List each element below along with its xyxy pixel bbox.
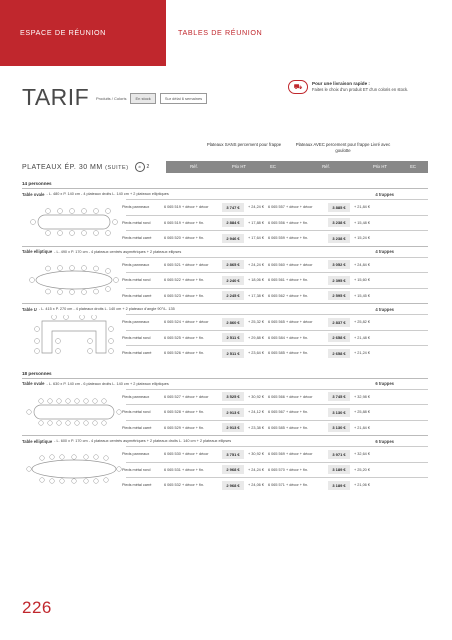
cell-pied: Pieds panneaux: [122, 262, 150, 267]
page-header: [0, 0, 452, 66]
cell-pied: Pieds panneaux: [122, 452, 150, 457]
cell-price: 2 946 €: [222, 234, 244, 243]
cell-ref: 6 065 528 + décor + fin.: [164, 410, 205, 415]
cell-eco: + 17,64 €: [248, 236, 264, 241]
cell-eco2: + 32,64 €: [354, 452, 370, 457]
cell-ref2: 6 065 566 + décor + décor: [268, 394, 313, 399]
plateaux-heading: [22, 161, 149, 173]
cell-pied: Pieds métal carré: [122, 293, 152, 298]
eco-label-icon: ♻: [135, 162, 145, 172]
cell-price2: 3 885 €: [328, 203, 350, 212]
cell-ref: 6 065 520 + décor + fin.: [164, 236, 205, 241]
table-row: [122, 345, 428, 361]
cell-eco: + 23,38 €: [248, 425, 264, 430]
cell-eco: + 24,12 €: [248, 410, 264, 415]
fast-delivery-note: [288, 80, 408, 94]
cell-pied: Pieds métal rond: [122, 467, 151, 472]
table-group: [22, 257, 428, 304]
fast-delivery-title: Pour une livraison rapide :: [312, 81, 370, 86]
cell-pied: Pieds métal rond: [122, 220, 151, 225]
cell-price: 2 865 €: [222, 260, 244, 269]
column-header-bar: [166, 161, 428, 173]
table-row: [122, 288, 428, 304]
cell-pied: Pieds métal rond: [122, 410, 151, 415]
cell-eco: + 25,32 €: [248, 320, 264, 325]
table-row: [122, 389, 428, 405]
cell-pied: Pieds panneaux: [122, 394, 150, 399]
section-title: 18 personnes: [22, 370, 52, 376]
table-row: [122, 257, 428, 273]
subsection-title: TABLES DE RÉUNION: [178, 28, 263, 37]
cell-price2: 3 052 €: [328, 260, 350, 269]
cell-price: 2 511 €: [222, 333, 244, 342]
cell-ref: 6 065 526 + décor + fin.: [164, 351, 205, 356]
cell-eco: + 24,06 €: [248, 483, 264, 488]
cell-ref2: 6 065 584 + décor + fin.: [268, 335, 309, 340]
section-title: 14 personnes: [22, 181, 52, 186]
cell-price: 2 913 €: [222, 408, 244, 417]
cell-eco: + 23,64 €: [248, 351, 264, 356]
availability-legend: [96, 93, 211, 104]
cell-price2: 3 238 €: [328, 234, 350, 243]
cell-eco: + 24,24 €: [248, 205, 264, 210]
cell-price: 3 751 €: [222, 450, 244, 459]
col-eco-2: EC: [410, 164, 416, 169]
cell-eco: + 30,92 €: [248, 452, 264, 457]
table-row: [122, 420, 428, 436]
cell-eco2: + 21,84 €: [354, 425, 370, 430]
table-group: [22, 199, 428, 246]
cell-price: 2 860 €: [222, 318, 244, 327]
cell-pied: Pieds métal carré: [122, 351, 152, 356]
table-row: [122, 404, 428, 420]
plateaux-suite: (SUITE): [105, 164, 129, 171]
cell-eco: + 30,92 €: [248, 394, 264, 399]
group-head: Table ovale - L. 480 x P. 140 cm - 4 plateaux droits L. 140 cm + 2 plateaux elliptiques 4 trappes: [22, 188, 428, 199]
table-ellipse-18-diagram: [22, 446, 126, 493]
table-group: [22, 389, 428, 436]
cell-price2: 2 658 €: [328, 333, 350, 342]
group-head: Table U - L. 415 x P. 270 cm - 4 plateaux droits L. 140 cm + 2 plateaux d'angle 90°/L. 135 4 trappes: [22, 303, 428, 314]
cell-price2: 3 130 €: [328, 423, 350, 432]
cell-price2: 2 837 €: [328, 318, 350, 327]
cell-ref2: 6 065 557 + décor + décor: [268, 205, 313, 210]
cell-ref: 6 065 530 + décor + décor: [164, 452, 209, 457]
cell-ref2: 6 065 562 + décor + fin.: [268, 293, 309, 298]
cell-pied: Pieds métal carré: [122, 425, 152, 430]
column-head-avec: Plateaux AVEC percement pour frappe Livré avec goulotte: [295, 142, 391, 153]
col-ref-2: Réf.: [322, 164, 330, 169]
col-ref: Réf.: [190, 164, 198, 169]
legend-stock-badge: En stock: [130, 93, 155, 104]
group-head: Table elliptique - L. 490 x P. 170 cm - 4 plateaux centrés asymétriques + 2 plateaux ellipses 4 trappes: [22, 246, 428, 257]
cell-price2: 2 658 €: [328, 349, 350, 358]
cell-ref2: 6 065 567 + décor + fin.: [268, 410, 309, 415]
cell-pied: Pieds panneaux: [122, 205, 150, 210]
cell-price: 3 525 €: [222, 392, 244, 401]
cell-ref2: 6 065 571 + décor + fin.: [268, 483, 309, 488]
cell-pied: Pieds panneaux: [122, 320, 150, 325]
cell-ref: 6 065 519 + décor + décor: [164, 205, 209, 210]
cell-ref2: 6 065 556 + décor + fin.: [268, 220, 309, 225]
table-group: [22, 446, 428, 493]
table-ellipse-diagram: [22, 257, 126, 304]
cell-ref: 6 065 523 + décor + fin.: [164, 293, 205, 298]
cell-price: 2 968 €: [222, 481, 244, 490]
group-head: Table elliptique - L. 600 x P. 170 cm - 4 plateaux centrés asymétriques + 2 plateaux droits L. 140 cm + 2 plateaux ellipses 6 trappes: [22, 435, 428, 446]
cell-price2: 3 238 €: [328, 218, 350, 227]
cell-eco2: + 24,84 €: [354, 262, 370, 267]
cell-eco2: + 32,98 €: [354, 394, 370, 399]
cell-ref2: 6 065 585 + décor + fin.: [268, 351, 309, 356]
cell-price2: 3 130 €: [328, 408, 350, 417]
truck-icon: ⛟: [288, 80, 308, 94]
cell-price: 2 968 €: [222, 465, 244, 474]
cell-price2: 3 189 €: [328, 465, 350, 474]
cell-eco2: + 25,20 €: [354, 467, 370, 472]
table-row: [122, 330, 428, 346]
cell-price: 2 884 €: [222, 218, 244, 227]
cell-ref2: 6 065 570 + décor + fin.: [268, 467, 309, 472]
table-row: [122, 314, 428, 330]
cell-eco2: + 15,60 €: [354, 278, 370, 283]
cell-eco: + 24,24 €: [248, 467, 264, 472]
section-banner: ESPACE DE RÉUNION: [0, 0, 166, 66]
cell-price2: 2 595 €: [328, 291, 350, 300]
cell-price2: 2 395 €: [328, 276, 350, 285]
table-row: [122, 199, 428, 215]
page-number: 226: [22, 598, 52, 617]
cell-price: 2 511 €: [222, 349, 244, 358]
column-head-sans: Plateaux SANS percement pour frappe: [206, 142, 282, 147]
cell-price2: 3 971 €: [328, 450, 350, 459]
cell-eco: + 17,38 €: [248, 293, 264, 298]
cell-pied: Pieds métal rond: [122, 335, 151, 340]
page-title: TARIF: [22, 84, 90, 110]
cell-eco: + 24,24 €: [248, 262, 264, 267]
cell-pied: Pieds métal carré: [122, 236, 152, 241]
cell-price: 2 913 €: [222, 423, 244, 432]
cell-eco2: + 21,24 €: [354, 351, 370, 356]
cell-ref: 6 065 522 + décor + fin.: [164, 278, 205, 283]
cell-price2: 3 745 €: [328, 392, 350, 401]
cell-price2: 3 189 €: [328, 481, 350, 490]
cell-ref2: 6 065 561 + décor + fin.: [268, 278, 309, 283]
cell-eco2: + 15,48 €: [354, 220, 370, 225]
table-row: [122, 462, 428, 478]
col-eco: EC: [270, 164, 276, 169]
legend-delay-badge: Sur délai 6 semaines: [160, 93, 207, 104]
table-u-diagram: [22, 314, 126, 361]
cell-eco2: + 15,24 €: [354, 236, 370, 241]
table-oval-diagram: [22, 199, 126, 246]
cell-pied: Pieds métal rond: [122, 278, 151, 283]
cell-ref: 6 065 529 + décor + fin.: [164, 425, 205, 430]
cell-eco2: + 25,88 €: [354, 410, 370, 415]
cell-price: 2 245 €: [222, 291, 244, 300]
cell-ref: 6 065 531 + décor + fin.: [164, 467, 205, 472]
table-row: [122, 215, 428, 231]
table-row: [122, 446, 428, 462]
cell-ref2: 6 065 565 + décor + décor: [268, 320, 313, 325]
cell-ref2: 6 065 560 + décor + décor: [268, 262, 313, 267]
cell-ref: 6 065 532 + décor + fin.: [164, 483, 205, 488]
table-row: [122, 477, 428, 493]
cell-eco2: + 21,06 €: [354, 483, 370, 488]
legend-label: Produits / Coloris: [96, 96, 127, 101]
table-row: [122, 272, 428, 288]
cell-eco: + 17,88 €: [248, 220, 264, 225]
table-group: [22, 314, 428, 361]
cell-eco2: + 15,45 €: [354, 293, 370, 298]
table-oval-18-diagram: [22, 389, 126, 436]
cell-eco2: + 21,48 €: [354, 335, 370, 340]
group-head: Table ovale - L. 630 x P. 140 cm - 6 plateaux droits L. 140 cm + 2 plateaux elliptiques 6 trappes: [22, 378, 428, 389]
cell-ref2: 6 065 559 + décor + fin.: [268, 236, 309, 241]
cell-eco: + 29,88 €: [248, 335, 264, 340]
cell-ref: 6 065 527 + décor + décor: [164, 394, 209, 399]
cell-eco2: + 25,82 €: [354, 320, 370, 325]
price-table: [22, 177, 428, 493]
cell-price: 3 747 €: [222, 203, 244, 212]
cell-eco2: + 21,84 €: [354, 205, 370, 210]
cell-price: 2 240 €: [222, 276, 244, 285]
cell-ref: 6 065 521 + décor + décor: [164, 262, 209, 267]
cell-ref: 6 065 525 + décor + fin.: [164, 335, 205, 340]
cell-ref2: 6 065 585 + décor + fin.: [268, 425, 309, 430]
eco-badge-number: 2: [146, 164, 150, 170]
plateaux-title: PLATEAUX ÉP. 30 MM: [22, 163, 103, 171]
col-price-2: Prix HT: [373, 164, 387, 169]
cell-ref2: 6 065 569 + décor + décor: [268, 452, 313, 457]
cell-eco: + 18,06 €: [248, 278, 264, 283]
fast-delivery-text: Faites le choix d'un produit ET d'un coloris en stock.: [312, 87, 409, 92]
cell-pied: Pieds métal carré: [122, 483, 152, 488]
cell-ref: 6 065 519 + décor + fin.: [164, 220, 205, 225]
cell-ref: 6 065 524 + décor + décor: [164, 320, 209, 325]
table-row: [122, 230, 428, 246]
col-price: Prix HT: [232, 164, 246, 169]
